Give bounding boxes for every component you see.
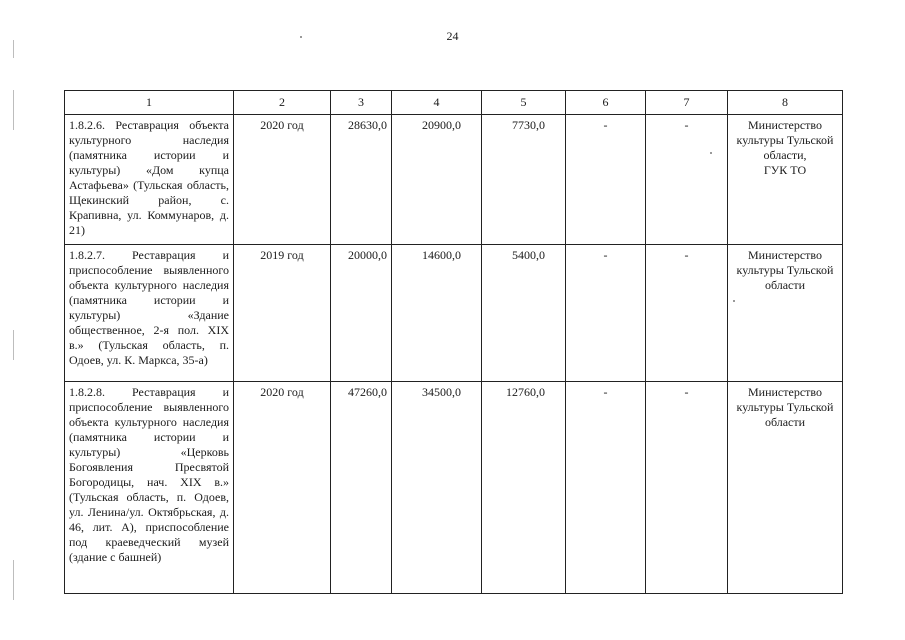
measure-description: 1.8.2.7. Реставрация и приспособление выявленного объекта культурного наследия (памятника истории и культуры) «Здание общественное, 2-я пол. XIX в.» (Тульская область, п. Одоев, ул. К. Маркса, 35-а) [65, 245, 234, 382]
column-header: 7 [646, 91, 728, 115]
table-row [65, 382, 843, 594]
executor-line: культуры Тульской [736, 263, 834, 277]
year-cell: 2019 год [234, 245, 331, 382]
amount-cell: 7730,0 [482, 115, 566, 245]
column-header: 5 [482, 91, 566, 115]
executor-line: Министерство [748, 248, 822, 262]
amount-cell: 20900,0 [392, 115, 482, 245]
column-header: 1 [65, 91, 234, 115]
empty-value-cell: - [566, 382, 646, 594]
executor-line: Министерство [748, 385, 822, 399]
amount-cell: 12760,0 [482, 382, 566, 594]
executor-cell [728, 115, 843, 245]
column-header: 4 [392, 91, 482, 115]
executor-line: области [764, 278, 806, 292]
total-cell: 28630,0 [331, 115, 392, 245]
scan-edge-mark [13, 560, 14, 600]
empty-value-cell: - [646, 245, 728, 382]
year-cell: 2020 год [234, 115, 331, 245]
executor-line: области, [763, 148, 807, 162]
scan-edge-mark [13, 90, 14, 130]
measure-description: 1.8.2.6. Реставрация объекта культурного наследия (памятника истории и культуры) «Дом купца Астафьева» (Тульская область, Щекинский район, с. Крапивна, ул. Коммунаров, д. 21) [65, 115, 234, 245]
total-cell: 20000,0 [331, 245, 392, 382]
empty-value-cell: - [646, 115, 728, 245]
column-header: 2 [234, 91, 331, 115]
executor-line: области [764, 415, 806, 429]
column-header: 8 [728, 91, 843, 115]
column-header: 6 [566, 91, 646, 115]
executor-line: культуры Тульской [736, 133, 834, 147]
table-row [65, 115, 843, 245]
amount-cell: 5400,0 [482, 245, 566, 382]
column-header: 3 [331, 91, 392, 115]
executor-line: ГУК ТО [763, 163, 807, 177]
total-cell: 47260,0 [331, 382, 392, 594]
amount-cell: 34500,0 [392, 382, 482, 594]
executor-line: Министерство [748, 118, 822, 132]
scan-speck [300, 36, 302, 38]
page-number: 24 [446, 29, 459, 43]
empty-value-cell: - [566, 245, 646, 382]
amount-cell: 14600,0 [392, 245, 482, 382]
scan-edge-mark [13, 40, 14, 58]
executor-line: культуры Тульской [736, 400, 834, 414]
year-cell: 2020 год [234, 382, 331, 594]
executor-cell [728, 245, 843, 382]
empty-value-cell: - [566, 115, 646, 245]
table-row [65, 245, 843, 382]
budget-table [64, 90, 843, 594]
table-header-row [65, 91, 843, 115]
scan-edge-mark [13, 330, 14, 360]
executor-cell [728, 382, 843, 594]
measure-description: 1.8.2.8. Реставрация и приспособление выявленного объекта культурного наследия (памятника истории и культуры) «Церковь Богоявления Пресвятой Богородицы, нач. XIX в.» (Тульская область, п. Одоев, ул. Ленина/ул. Октябрьская, д. 46, лит. А), приспособление под краеведческий музей (здание с башней) [65, 382, 234, 594]
empty-value-cell: - [646, 382, 728, 594]
